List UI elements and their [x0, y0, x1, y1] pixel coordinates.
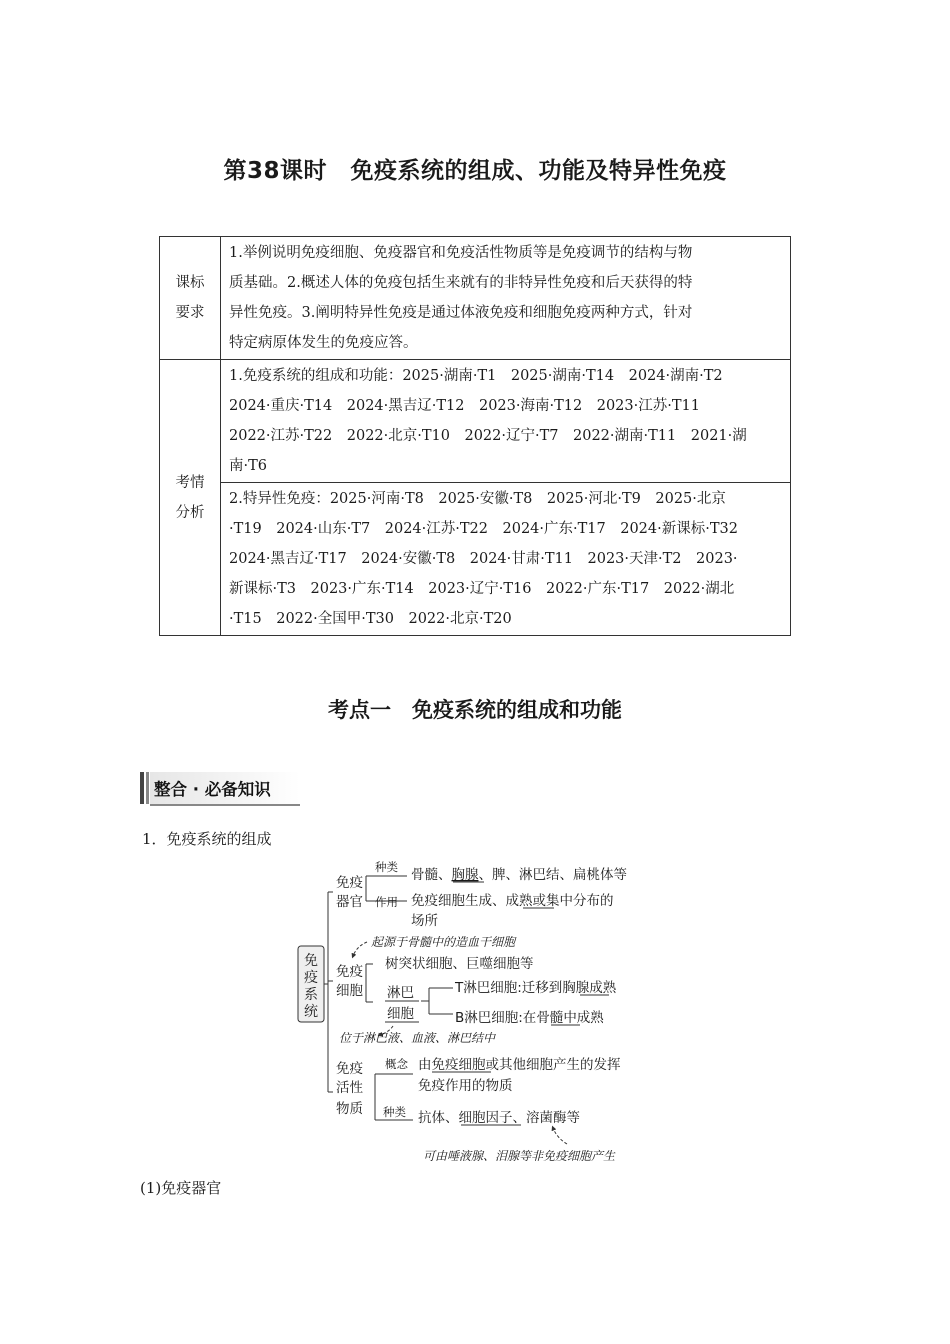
- substance-concept: 由免疫细胞或其他细胞产生的发挥: [418, 1057, 621, 1073]
- row-header-exam-analysis: [160, 360, 221, 636]
- heading-immune-organs: (1)免疫器官: [140, 1179, 222, 1197]
- substance-label: 物质: [336, 1101, 363, 1117]
- table-row: [160, 483, 791, 636]
- organ-function-tag: 作用: [375, 895, 398, 909]
- header-text: 要求: [175, 305, 205, 321]
- root-char: 系: [304, 987, 318, 1003]
- origin-arrow: [353, 942, 367, 956]
- table-row: [160, 237, 791, 360]
- cell-label: 免疫: [336, 964, 363, 980]
- b-cell: B淋巴细胞:在骨髓中成熟: [455, 1010, 604, 1026]
- exam-analysis-part1: [221, 360, 791, 483]
- lymphocyte-label: 淋巴: [387, 985, 414, 1001]
- lymphocyte-bracket: [421, 988, 453, 1014]
- lymph-location-note: 位于淋巴液、血液、淋巴结中: [339, 1031, 496, 1045]
- root-char: 免: [304, 953, 318, 969]
- header-text: 考情: [175, 474, 205, 491]
- text-line: 异性免疫。3.阐明特异性免疫是通过体液免疫和细胞免疫两种方式，针对: [229, 305, 693, 321]
- cell-origin-note: 起源于骨髓中的造血干细胞: [371, 935, 516, 949]
- text-line: 新课标·T3 2023·广东·T14 2023·辽宁·T16 2022·广东·T17 2022·湖北: [229, 581, 735, 597]
- text-line: 2022·江苏·T22 2022·北京·T10 2022·辽宁·T7 2022·湖南·T11 2021·湖: [229, 428, 747, 444]
- organ-kinds: 骨髓、胸腺、脾、淋巴结、扁桃体等: [411, 867, 627, 883]
- text-line: 特定病原体发生的免疫应答。: [229, 335, 418, 351]
- organ-label: 免疫: [336, 875, 363, 891]
- cell-item-dendritic: 树突状细胞、巨噬细胞等: [385, 956, 534, 972]
- main-bracket: [324, 892, 333, 1092]
- organ-function-line2: 场所: [411, 913, 438, 929]
- cell-label: 细胞: [336, 983, 363, 999]
- page-title: 第38课时 免疫系统的组成、功能及特异性免疫: [223, 158, 727, 184]
- lysozyme-note: 可由唾液腺、泪腺等非免疫细胞产生: [423, 1149, 616, 1163]
- exam-analysis-part2: [221, 483, 791, 636]
- row-header-standards: [160, 237, 221, 360]
- organ-kind-tag: 种类: [375, 860, 398, 874]
- substance-label: 免疫: [336, 1061, 363, 1077]
- cell-bracket: [366, 964, 373, 1002]
- text-line: 1.免疫系统的组成和功能：2025·湖南·T1 2025·湖南·T14 2024·湖南·T2: [229, 368, 723, 384]
- section-title: 考点一 免疫系统的组成和功能: [328, 698, 622, 722]
- heading-immune-composition: 1．免疫系统的组成: [142, 830, 272, 848]
- text-line: 1.举例说明免疫细胞、免疫器官和免疫活性物质等是免疫调节的结构与物: [229, 245, 693, 261]
- substance-label: 活性: [336, 1080, 363, 1096]
- immune-system-diagram: [295, 854, 665, 1169]
- substance-concept-line2: 免疫作用的物质: [418, 1078, 513, 1094]
- t-cell: T淋巴细胞:迁移到胸腺成熟: [455, 980, 617, 996]
- banner-bar: [146, 772, 149, 804]
- text-line: 南·T6: [229, 458, 268, 474]
- substance-kinds: 抗体、细胞因子、溶菌酶等: [418, 1110, 580, 1126]
- lymphocyte-label: 细胞: [387, 1006, 414, 1022]
- text-line: 2024·黑吉辽·T17 2024·安徽·T8 2024·甘肃·T11 2023·天津·T2 2023·: [229, 551, 738, 567]
- text-line: 2.特异性免疫：2025·河南·T8 2025·安徽·T8 2025·河北·T9 2025·北京: [229, 491, 726, 507]
- text-line: ·T15 2022·全国甲·T30 2022·北京·T20: [229, 611, 512, 627]
- knowledge-banner: [140, 770, 300, 806]
- concept-tag: 概念: [385, 1057, 408, 1071]
- header-text: 课标: [175, 275, 205, 291]
- table-row: [160, 360, 791, 483]
- header-text: 分析: [175, 504, 205, 521]
- text-line: 质基础。2.概述人体的免疫包括生来就有的非特异性免疫和后天获得的特: [229, 275, 693, 291]
- organ-function: 免疫细胞生成、成熟或集中分布的: [411, 893, 614, 909]
- organ-label: 器官: [336, 894, 363, 910]
- text-line: ·T19 2024·山东·T7 2024·江苏·T22 2024·广东·T17 2024·新课标·T32: [229, 521, 738, 537]
- root-char: 统: [304, 1004, 318, 1020]
- standards-table: [159, 236, 791, 636]
- banner-text: 整合 · 必备知识: [154, 780, 271, 799]
- root-char: 疫: [304, 970, 318, 986]
- standards-content: [221, 237, 791, 360]
- lysozyme-arrow: [553, 1128, 567, 1144]
- text-line: 2024·重庆·T14 2024·黑吉辽·T12 2023·海南·T12 2023·江苏·T11: [229, 398, 700, 414]
- substance-kind-tag: 种类: [383, 1105, 406, 1119]
- banner-bar: [140, 772, 144, 804]
